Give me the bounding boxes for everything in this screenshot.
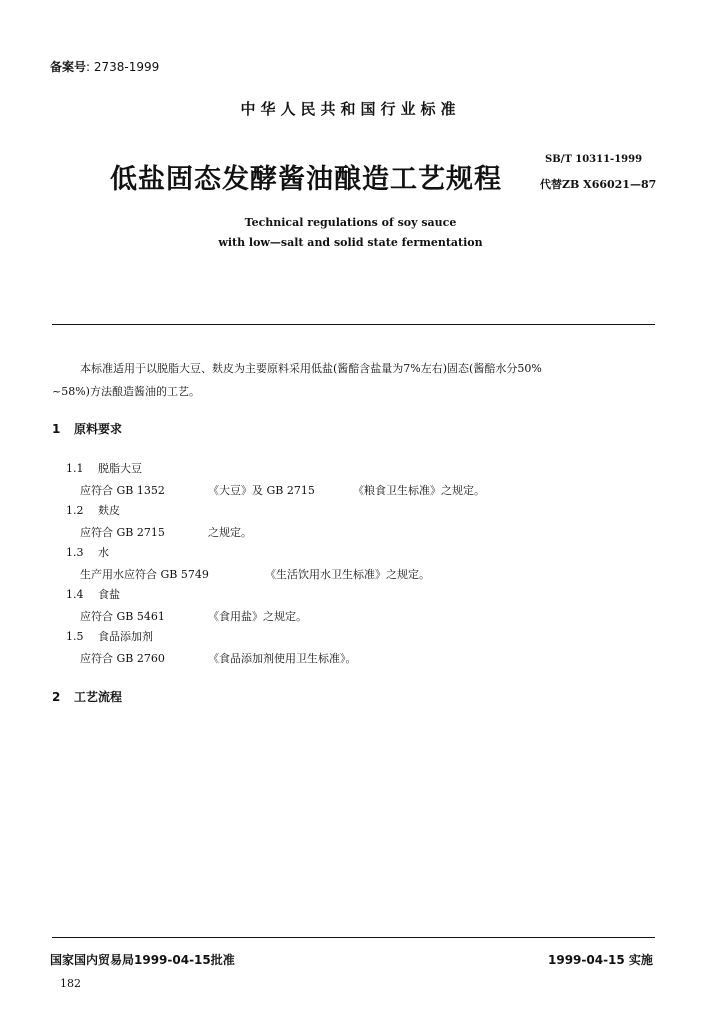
header-divider — [52, 324, 655, 325]
subsection-heading — [66, 628, 153, 644]
requirement-text: 《食用盐》之规定。 — [208, 610, 307, 623]
subsection-number: 1.5 — [66, 630, 84, 643]
subsection-title: 水 — [98, 546, 109, 559]
requirement-line — [80, 650, 357, 666]
replaced-standard: 代替ZB X66021—87 — [540, 178, 657, 191]
requirement-text: 应符合 GB 1352 — [80, 484, 165, 497]
section-number: 1 — [52, 422, 61, 436]
standard-number: SB/T 10311-1999 — [545, 154, 643, 165]
subsection-number: 1.4 — [66, 588, 84, 601]
requirement-text: 《生活饮用水卫生标准》之规定。 — [265, 568, 430, 581]
subsection-title: 麸皮 — [98, 504, 120, 517]
subsection-number: 1.1 — [66, 462, 84, 475]
subsection-heading — [66, 460, 142, 476]
english-title-line-2: with low—salt and solid state fermentation — [218, 236, 483, 249]
approval-date: 国家国内贸易局1999-04-15批准 — [50, 953, 235, 967]
section-number: 2 — [52, 690, 61, 704]
subsection-heading — [66, 586, 120, 602]
page-number: 182 — [60, 977, 81, 990]
section-title: 工艺流程 — [74, 690, 123, 704]
effective-date: 1999-04-15 实施 — [548, 953, 653, 967]
record-label: 备案号 — [50, 60, 87, 74]
subsection-title: 脱脂大豆 — [98, 462, 142, 475]
subsection-number: 1.2 — [66, 504, 84, 517]
requirement-line — [80, 566, 430, 582]
requirement-line — [80, 524, 252, 540]
section-heading — [52, 688, 122, 705]
scope-paragraph-line-1: 本标准适用于以脱脂大豆、麸皮为主要原料采用低盐(酱醅含盐量为7%左右)固态(酱醅水分50% — [80, 362, 542, 375]
requirement-text: 《食品添加剂使用卫生标准》。 — [208, 652, 357, 665]
scope-paragraph-line-2: ~58%)方法酿造酱油的工艺。 — [52, 385, 200, 398]
requirement-text: 之规定。 — [208, 526, 252, 539]
subsection-number: 1.3 — [66, 546, 84, 559]
section-heading — [52, 420, 122, 437]
requirement-text: 生产用水应符合 GB 5749 — [80, 568, 209, 581]
english-title-line-1: Technical regulations of soy sauce — [244, 216, 457, 229]
requirement-text: 《粮食卫生标准》之规定。 — [353, 484, 485, 497]
record-number — [50, 58, 159, 75]
section-title: 原料要求 — [74, 422, 123, 436]
record-value: 2738-1999 — [93, 60, 160, 74]
subsection-title: 食盐 — [98, 588, 120, 601]
requirement-text: 应符合 GB 2760 — [80, 652, 165, 665]
requirement-line — [80, 608, 307, 624]
subsection-heading — [66, 502, 120, 518]
requirement-text: 应符合 GB 2715 — [80, 526, 165, 539]
subsection-heading — [66, 544, 109, 560]
requirement-text: 《大豆》及 GB 2715 — [208, 484, 315, 497]
footer-divider — [52, 937, 655, 938]
record-separator: : — [86, 60, 91, 74]
requirement-line — [80, 482, 485, 498]
subsection-title: 食品添加剂 — [98, 630, 153, 643]
document-title: 低盐固态发酵酱油酿造工艺规程 — [110, 164, 502, 195]
requirement-text: 应符合 GB 5461 — [80, 610, 165, 623]
standard-category-title: 中华人民共和国行业标准 — [240, 100, 461, 118]
